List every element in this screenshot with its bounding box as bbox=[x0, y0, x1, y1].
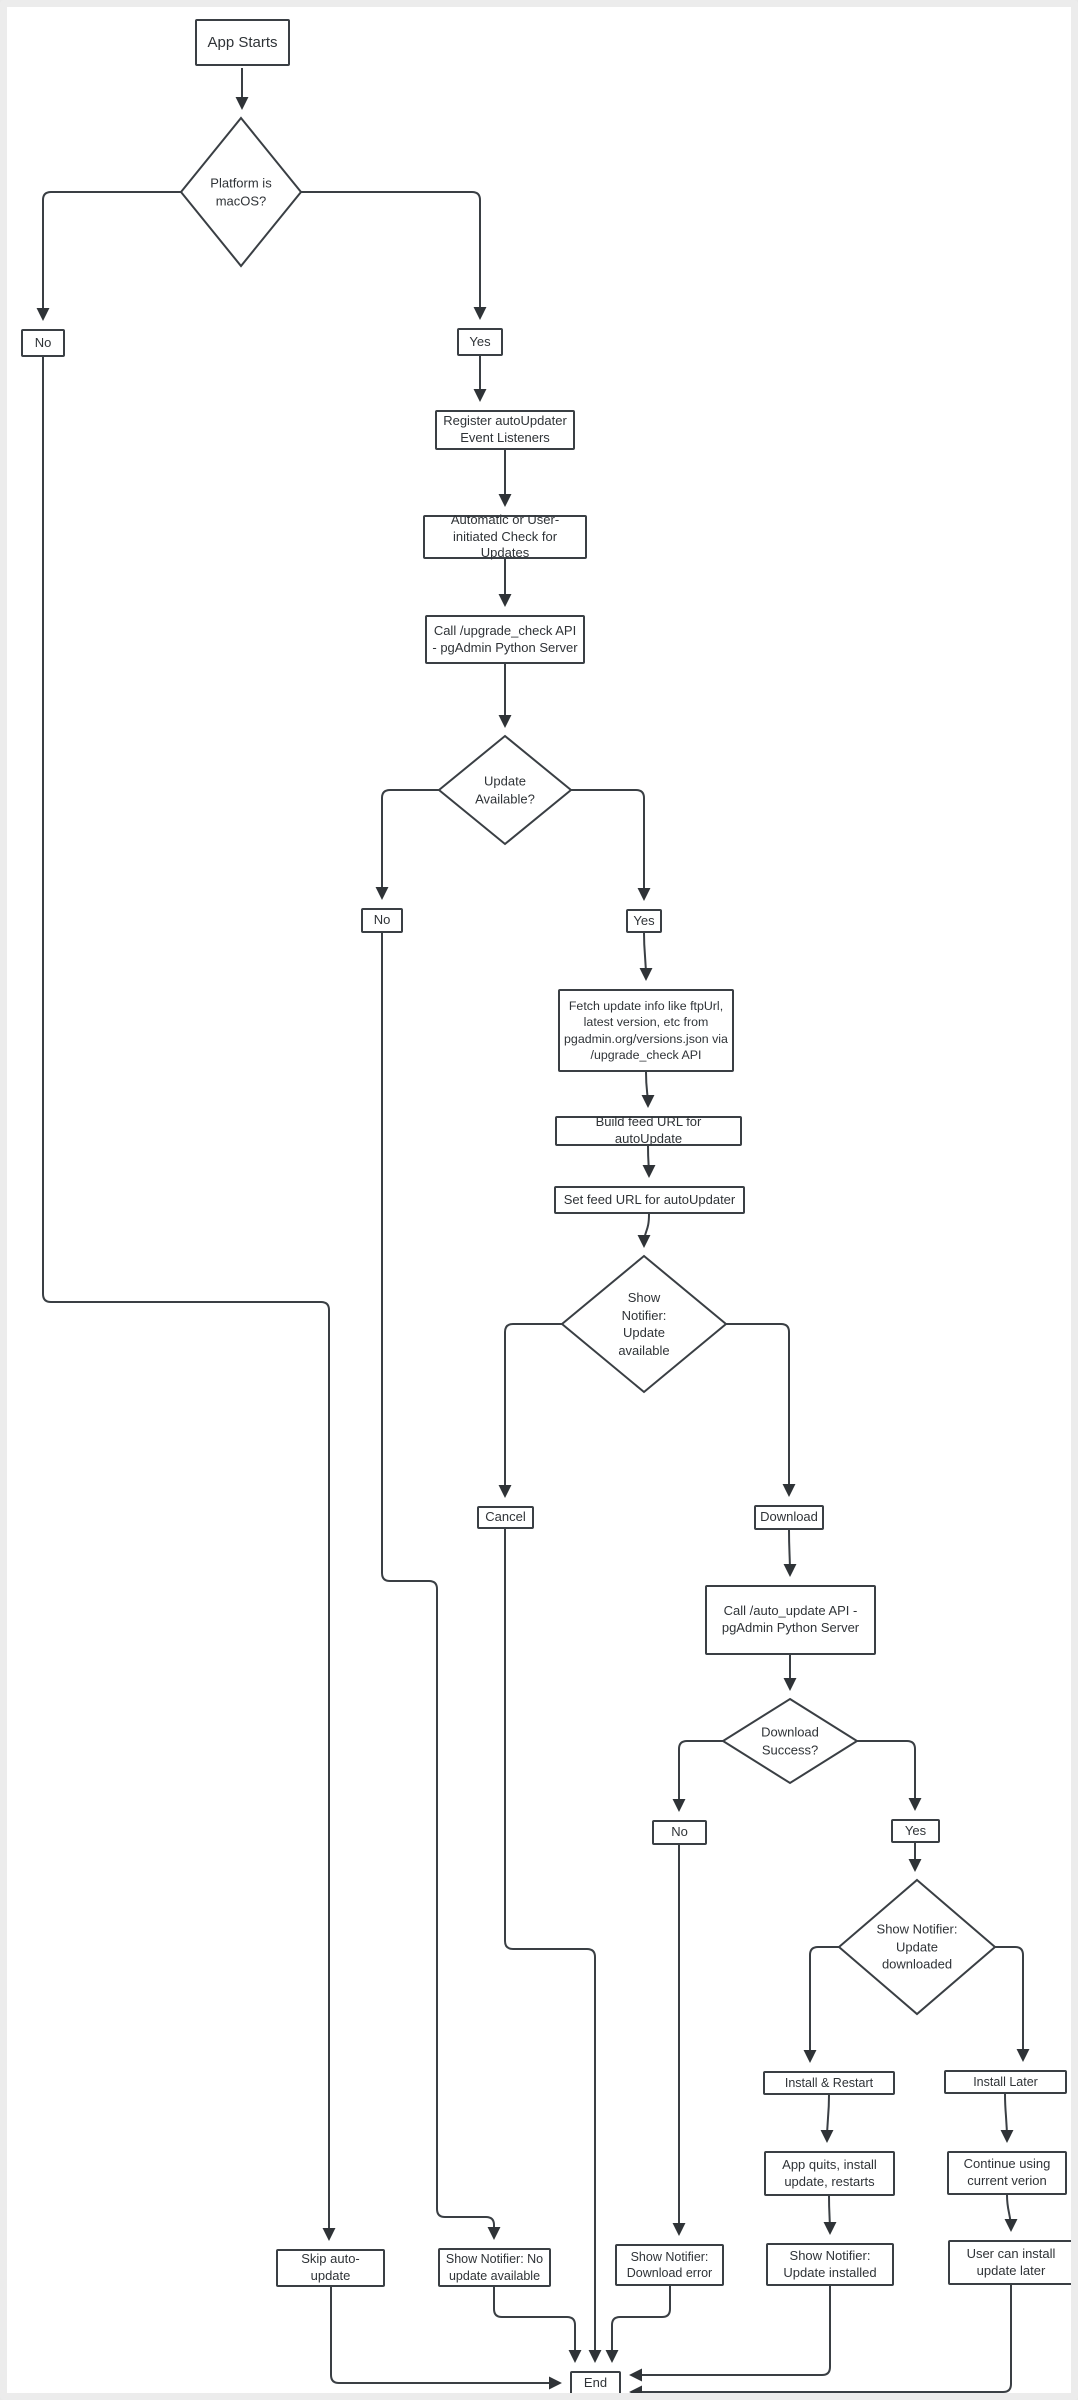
node-user-install-later: User can install update later bbox=[948, 2240, 1074, 2285]
edge-platform-yes bbox=[301, 192, 480, 318]
edge-continue-to-userlater bbox=[1007, 2195, 1011, 2230]
edge-set-to-notifier bbox=[644, 1214, 649, 1246]
edge-no-to-skip bbox=[43, 357, 329, 2239]
node-fetch-update-info: Fetch update info like ftpUrl, latest version, etc from pgadmin.org/versions.json via /upgrade_check API bbox=[558, 989, 734, 1072]
edge-platform-no bbox=[43, 192, 181, 319]
node-app-quits: App quits, install update, restarts bbox=[764, 2151, 895, 2196]
edge-notifier-cancel bbox=[505, 1324, 562, 1496]
node-notifier-no-update: Show Notifier: No update available bbox=[438, 2248, 551, 2287]
node-build-feed-url: Build feed URL for autoUpdate bbox=[555, 1116, 742, 1146]
label-download-success: Download Success? bbox=[761, 1724, 819, 1757]
node-app-starts: App Starts bbox=[195, 19, 290, 66]
node-continue-current: Continue using current verion bbox=[947, 2151, 1067, 2195]
edge-downloaded-install-restart bbox=[810, 1947, 839, 2061]
edge-success-no bbox=[679, 1741, 723, 1810]
edge-downloaded-install-later bbox=[995, 1947, 1023, 2060]
edge-notifier-download bbox=[726, 1324, 789, 1495]
edge-appquits-to-installed bbox=[829, 2196, 830, 2233]
node-notifier-update-installed: Show Notifier: Update installed bbox=[766, 2243, 894, 2286]
edge-download-to-call-auto bbox=[789, 1530, 790, 1575]
node-install-restart: Install & Restart bbox=[763, 2071, 895, 2095]
edge-install-restart-to-appquits bbox=[827, 2095, 829, 2141]
node-end: End bbox=[570, 2371, 621, 2395]
label-notifier-update-downloaded: Show Notifier: Update downloaded bbox=[876, 1921, 958, 1972]
edge-yes-to-fetch bbox=[644, 933, 646, 979]
node-download-yes: Yes bbox=[891, 1819, 940, 1843]
node-check-for-updates: Automatic or User-initiated Check for Updates bbox=[423, 515, 587, 559]
edge-fetch-to-build bbox=[646, 1072, 648, 1106]
edge-cancel-to-end bbox=[505, 1529, 595, 2361]
edge-installed-to-end bbox=[631, 2286, 830, 2375]
edge-updateno-to-notifier-noupdate bbox=[382, 933, 494, 2238]
edge-noupdate-to-end bbox=[494, 2287, 575, 2361]
flowchart-edges bbox=[7, 7, 1078, 2400]
node-call-auto-update: Call /auto_update API - pgAdmin Python Server bbox=[705, 1585, 876, 1655]
node-update-yes: Yes bbox=[626, 909, 662, 933]
node-install-later: Install Later bbox=[944, 2070, 1067, 2094]
edge-skip-to-end bbox=[331, 2287, 560, 2383]
label-notifier-update-available: Show Notifier: Update available bbox=[618, 1289, 670, 1358]
node-platform-yes: Yes bbox=[457, 328, 503, 356]
node-call-upgrade-check: Call /upgrade_check API - pgAdmin Python Server bbox=[425, 615, 585, 664]
node-skip-auto-update: Skip auto-update bbox=[276, 2249, 385, 2287]
node-notifier-download-error: Show Notifier: Download error bbox=[615, 2244, 724, 2286]
node-register-listeners: Register autoUpdater Event Listeners bbox=[435, 410, 575, 450]
edge-update-no bbox=[382, 790, 439, 898]
node-download: Download bbox=[754, 1505, 824, 1530]
edge-build-to-set bbox=[648, 1146, 649, 1176]
edge-downloaderror-to-end bbox=[612, 2286, 670, 2361]
edge-install-later-to-continue bbox=[1005, 2094, 1007, 2141]
node-cancel: Cancel bbox=[477, 1506, 534, 1529]
node-set-feed-url: Set feed URL for autoUpdater bbox=[554, 1186, 745, 1214]
edge-success-yes bbox=[857, 1741, 915, 1809]
label-update-available: Update Available? bbox=[475, 773, 535, 806]
node-update-no: No bbox=[361, 908, 403, 933]
edge-update-yes bbox=[571, 790, 644, 899]
label-platform-is-macos: Platform is macOS? bbox=[210, 175, 272, 208]
node-download-no: No bbox=[652, 1820, 707, 1845]
node-platform-no: No bbox=[21, 329, 65, 357]
